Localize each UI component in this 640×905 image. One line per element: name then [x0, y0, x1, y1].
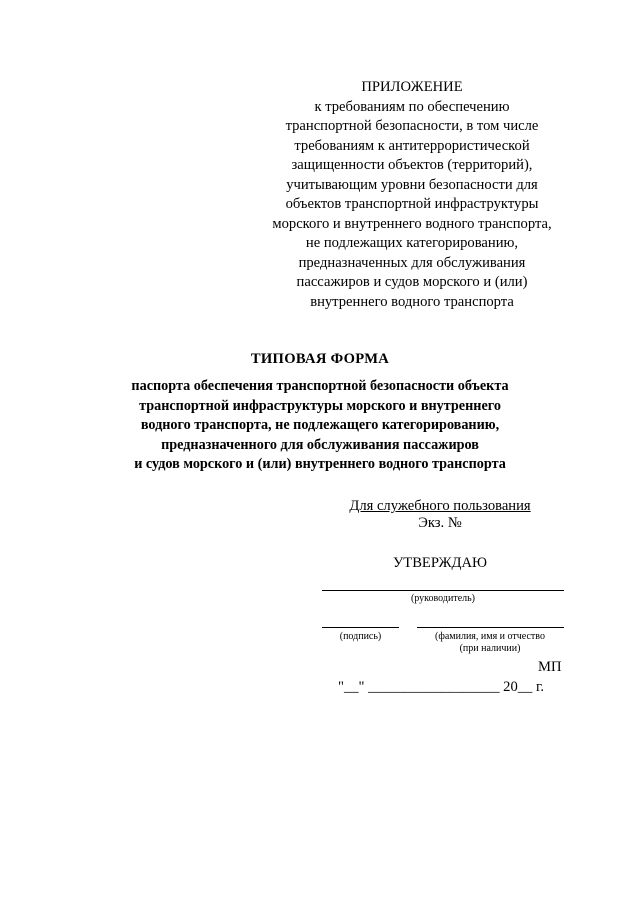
- approval-heading: УТВЕРЖДАЮ: [392, 555, 488, 571]
- restricted-marking: [300, 498, 580, 532]
- annex-line: транспортной безопасности, в том числе: [285, 118, 539, 134]
- form-subtitle-line: паспорта обеспечения транспортной безопасности объекта: [131, 378, 509, 394]
- annex-line: требованиям к антитеррористической: [294, 137, 530, 154]
- annex-line: морского и внутреннего водного транспорта,: [272, 215, 552, 232]
- signature-caption: (подпись): [339, 631, 382, 642]
- copy-number-label: Экз. №: [418, 515, 462, 531]
- name-line[interactable]: [417, 627, 564, 628]
- annex-line: пассажиров и судов морского и (или): [296, 274, 528, 290]
- stamp-place-label: МП: [538, 659, 562, 675]
- annex-line: не подлежащих категорированию,: [305, 235, 519, 251]
- annex-block: [262, 78, 562, 312]
- head-signature-line[interactable]: [322, 590, 564, 591]
- form-subtitle: [0, 377, 640, 475]
- annex-heading: ПРИЛОЖЕНИЕ: [361, 79, 463, 95]
- name-caption: [410, 631, 570, 655]
- form-subtitle-line: и судов морского и (или) внутреннего водного транспорта: [134, 456, 506, 472]
- form-subtitle-line: водного транспорта, не подлежащего категорированию,: [140, 417, 500, 433]
- name-caption-line: (при наличии): [459, 643, 521, 654]
- annex-line: защищенности объектов (территорий),: [291, 157, 533, 173]
- form-subtitle-line: предназначенного для обслуживания пассажиров: [161, 436, 479, 453]
- approval-date-line[interactable]: "__" __________________ 20__ г.: [338, 679, 544, 695]
- annex-line: к требованиям по обеспечению: [314, 98, 510, 115]
- head-caption: (руководитель): [410, 593, 476, 604]
- annex-line: внутреннего водного транспорта: [310, 293, 514, 310]
- form-title: ТИПОВАЯ ФОРМА: [250, 351, 390, 367]
- annex-line: объектов транспортной инфраструктуры: [285, 196, 539, 212]
- annex-line: предназначенных для обслуживания: [298, 254, 526, 271]
- restricted-label: Для служебного пользования: [349, 498, 531, 514]
- annex-line: учитывающим уровни безопасности для: [286, 176, 538, 193]
- form-subtitle-line: транспортной инфраструктуры морского и внутреннего: [139, 397, 501, 414]
- signature-line[interactable]: [322, 627, 399, 628]
- name-caption-line: (фамилия, имя и отчество: [435, 631, 545, 642]
